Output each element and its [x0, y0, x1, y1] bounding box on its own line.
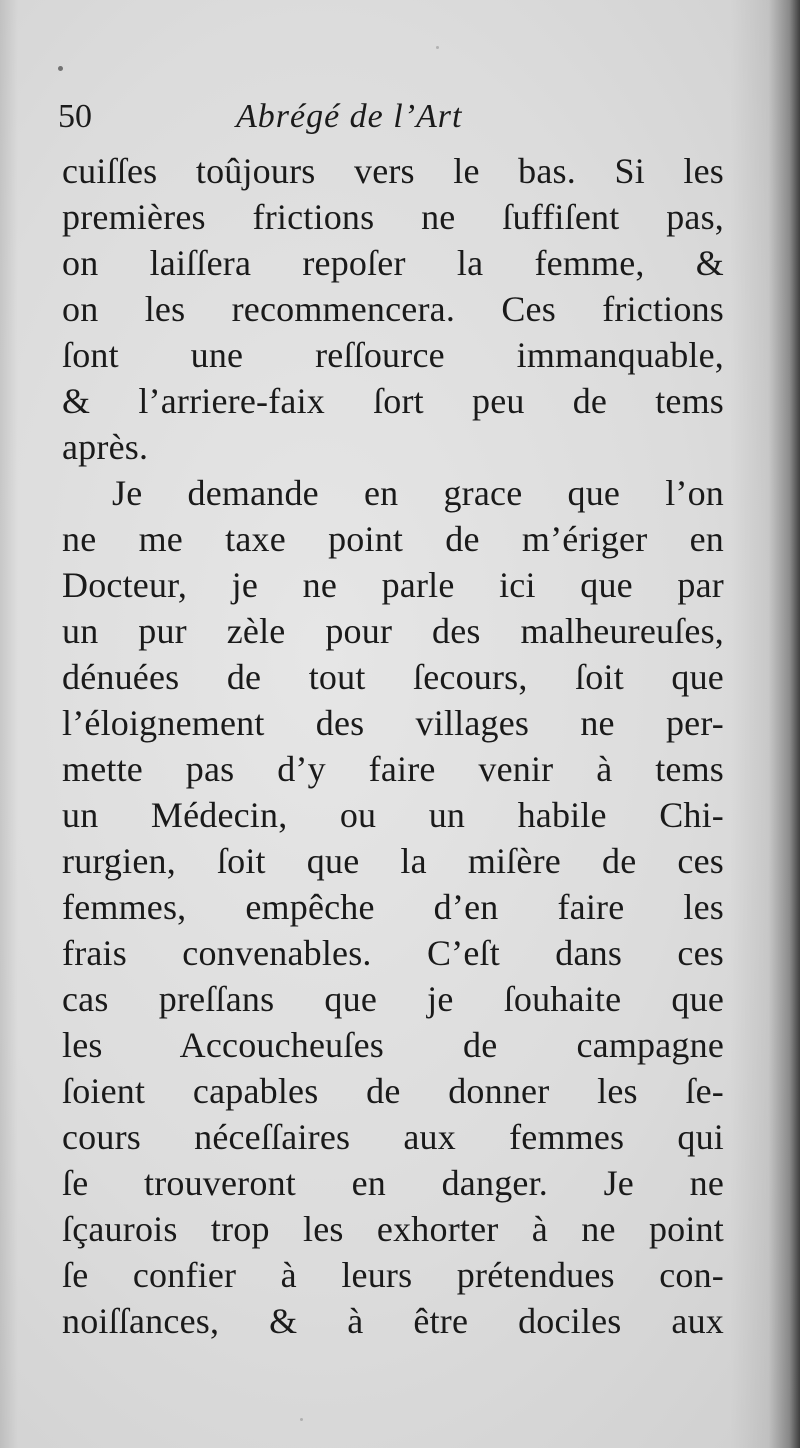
binding-gutter-shadow: [730, 0, 800, 1448]
text-line: mette pas d’y faire venir à tems: [62, 749, 724, 789]
text-line: noiſſances, & à être dociles aux: [62, 1301, 724, 1341]
text-line: un pur zèle pour des malheureuſes,: [62, 611, 724, 651]
text-line: & l’arriere-faix ſort peu de tems: [62, 381, 724, 421]
paper-speck: [300, 1418, 303, 1421]
running-title: Abrégé de l’Art: [236, 98, 463, 135]
text-line: ſoient capables de donner les ſe-: [62, 1071, 724, 1111]
text-line: on laiſſera repoſer la femme, &: [62, 243, 724, 283]
body-text: [62, 148, 724, 1344]
text-line: ne me taxe point de m’ériger en: [62, 519, 724, 559]
text-line: Je demande en grace que l’on: [112, 473, 724, 513]
running-head: [58, 98, 618, 146]
text-line: cas preſſans que je ſouhaite que: [62, 979, 724, 1019]
text-line: ſe confier à leurs prétendues con-: [62, 1255, 724, 1295]
text-line: femmes, empêche d’en faire les: [62, 887, 724, 927]
page-number: 50: [58, 98, 92, 135]
text-line: Docteur, je ne parle ici que par: [62, 565, 724, 605]
text-line: ſçaurois trop les exhorter à ne point: [62, 1209, 724, 1249]
text-line: frais convenables. C’eſt dans ces: [62, 933, 724, 973]
text-line: dénuées de tout ſecours, ſoit que: [62, 657, 724, 697]
text-line: rurgien, ſoit que la miſère de ces: [62, 841, 724, 881]
text-line: ſont une reſſource immanquable,: [62, 335, 724, 375]
page-edge-shadow: [0, 0, 18, 1448]
text-line: cours néceſſaires aux femmes qui: [62, 1117, 724, 1157]
text-line: ſe trouveront en danger. Je ne: [62, 1163, 724, 1203]
paper-speck: [436, 46, 439, 49]
text-line: les Accoucheuſes de campagne: [62, 1025, 724, 1065]
text-line: l’éloignement des villages ne per-: [62, 703, 724, 743]
text-line: après.: [62, 427, 149, 467]
text-line: cuiſſes toûjours vers le bas. Si les: [62, 151, 724, 191]
text-line: on les recommencera. Ces frictions: [62, 289, 724, 329]
text-line: un Médecin, ou un habile Chi-: [62, 795, 724, 835]
text-line: premières frictions ne ſuffiſent pas,: [62, 197, 724, 237]
paper-speck: [58, 66, 63, 71]
